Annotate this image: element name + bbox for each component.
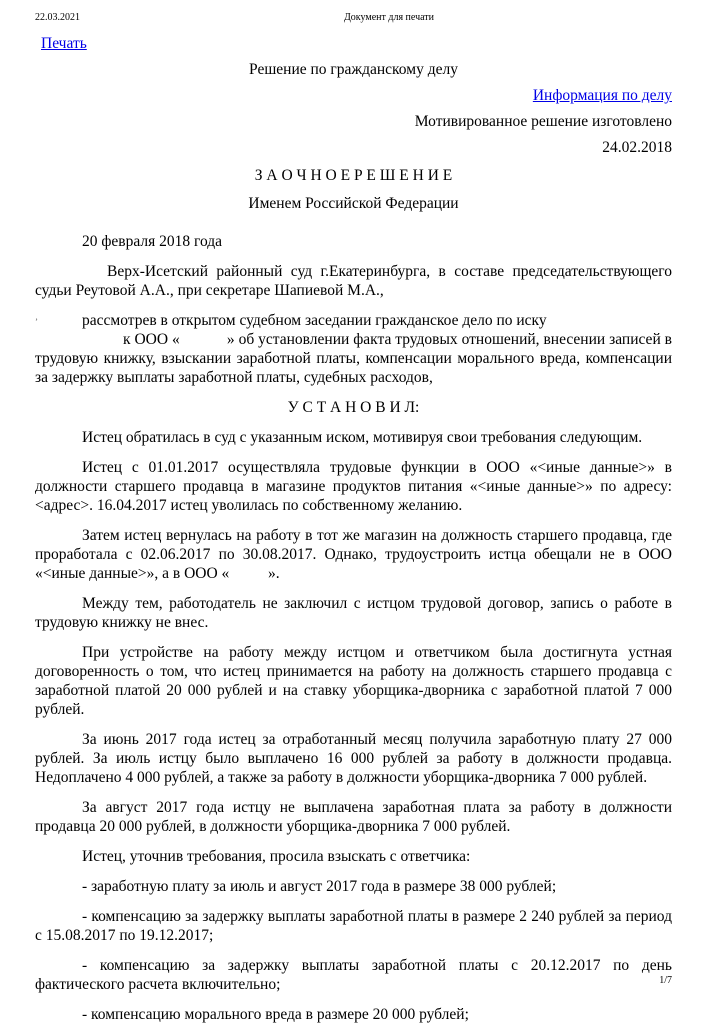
considered-line: рассмотрев в открытом судебном заседании гражданское дело по иску [82,312,547,329]
claim-item: - компенсацию за задержку выплаты заработной платы в размере 2 240 рублей за период с 15.08.2017 по 19.12.2017; [35,908,672,944]
decision-date-line: 20 февраля 2018 года [82,233,223,250]
decision-subheading: Именем Российской Федерации [248,195,459,212]
court-paragraph: Верх-Исетский районный суд г.Екатеринбурга, в составе председательствующего судьи Реутовой А.А., при секретаре Шапиевой М.А., [35,263,672,299]
body-paragraph: При устройстве на работу между истцом и ответчиком была достигнута устная договоренность о том, что истец принимается на работу на должность старшего продавца с заработной платой 20 000 рублей и на ставку уборщика-дворника с заработной платой 7 000 рублей. [35,644,672,718]
body-paragraph: За июнь 2017 года истец за отработанный месяц получила заработную плату 27 000 рублей. За июль истцу было выплачено 16 000 рублей за работу в должности продавца. Недоплачено 4 000 рублей, а также за работу в должности уборщика-дворника 7 000 рублей. [35,731,672,786]
page-number: 1/7 [659,975,672,986]
body-paragraph: Между тем, работодатель не заключил с истцом трудовой договор, запись о работе в трудовую книжку не внес. [35,595,672,631]
ustanovil-heading: У С Т А Н О В И Л: [287,399,420,416]
claim-item: - заработную плату за июль и август 2017 года в размере 38 000 рублей; [82,878,557,895]
claim-item: - компенсацию морального вреда в размере 20 000 рублей; [82,1006,469,1023]
scan-artifact-mark: ’ [35,317,38,327]
body-paragraph: За август 2017 года истцу не выплачена заработная плата за работу в должности продавца 20 000 рублей, в должности уборщика-дворника 7 000 рублей. [35,799,672,835]
motivated-decision-line: Мотивированное решение изготовлено [414,113,672,130]
body-paragraph: Затем истец вернулась на работу в тот же магазин на должность старшего продавца, где проработала с 02.06.2017 по 30.08.2017. Однако, трудоустроить истца обещали не в ООО «<иные данные>», а в ООО « ». [35,527,672,582]
case-info-link[interactable]: Информация по делу [532,87,672,104]
document-title: Решение по гражданскому делу [249,61,458,78]
motivated-decision-date: 24.02.2018 [602,139,672,156]
browser-print-header [0,12,707,26]
document-content [35,34,672,1035]
body-paragraph: Истец обратилась в суд с указанным иском, мотивируя свои требования следующим. [82,429,643,446]
body-paragraph: Истец, уточнив требования, просила взыскать с ответчика: [82,848,471,865]
body-paragraph: Истец с 01.01.2017 осуществляла трудовые функции в ООО «<иные данные>» в должности старшего продавца в магазине продуктов питания «<иные данные>» по адресу: <адрес>. 16.04.2017 истец уволилась по собственному желанию. [35,459,672,514]
print-timestamp: 22.03.2021 [35,12,80,23]
claim-item: - компенсацию за задержку выплаты заработной платы с 20.12.2017 по день фактического расчета включительно; [35,957,672,993]
decision-heading: З А О Ч Н О Е Р Е Ш Е Н И Е [254,167,453,184]
claim-paragraph: к ООО « » об установлении факта трудовых отношений, внесении записей в трудовую книжку, взыскании заработной платы, компенсации морального вреда, компенсации за задержку выплаты заработной платы, судебных расходов, [35,331,672,386]
print-header-title: Документ для печати [343,12,435,23]
print-link[interactable]: Печать [41,35,87,52]
